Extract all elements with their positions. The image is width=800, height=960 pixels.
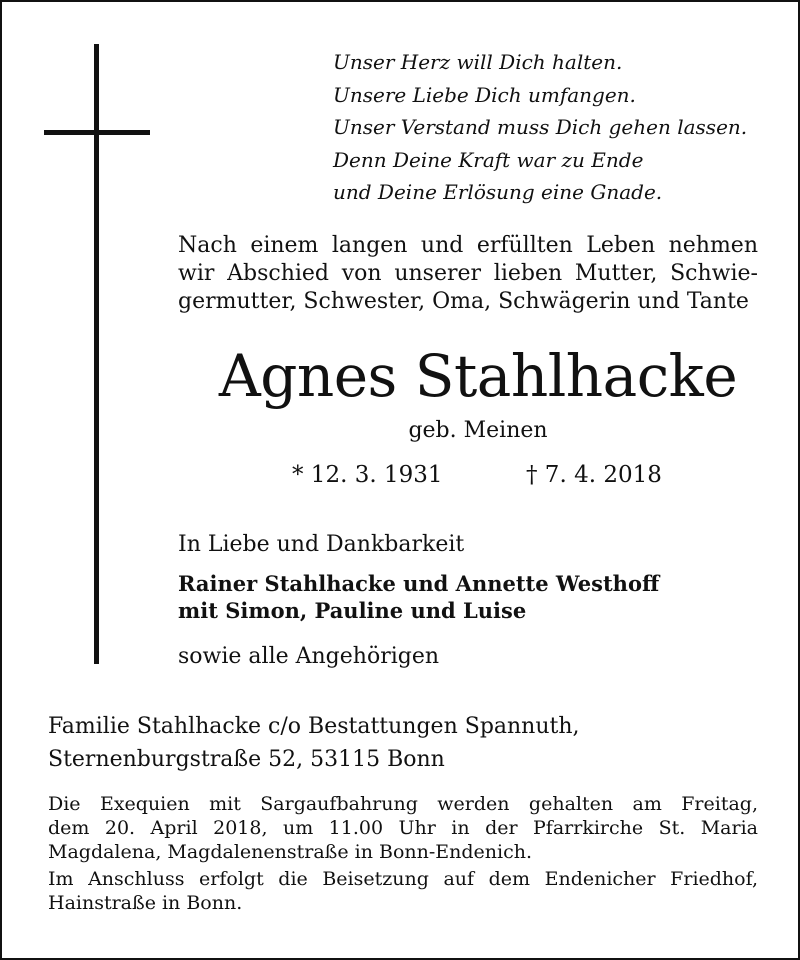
service-line: Magdalena, Magdalenenstraße in Bonn-Endenich. — [48, 841, 533, 863]
burial-paragraph — [48, 867, 758, 915]
service-paragraph — [48, 792, 758, 864]
address-line: Familie Stahlhacke c/o Bestattungen Spannuth, — [48, 714, 580, 739]
address-line: Sternenburgstraße 52, 53115 Bonn — [48, 747, 445, 772]
relatives-line: sowie alle Angehörigen — [178, 644, 440, 669]
service-line: dem 20. April 2018, um 11.00 Uhr in der Pfarrkirche St. Maria — [48, 817, 758, 839]
family-line: mit Simon, Pauline und Luise — [178, 598, 527, 623]
maiden-name: geb. Meinen — [408, 418, 548, 443]
intro-line: wir Abschied von unserer lieben Mutter, Schwie- — [178, 261, 758, 286]
poem-line: Unsere Liebe Dich umfangen. — [333, 82, 636, 107]
poem-line: und Deine Erlösung eine Gnade. — [333, 180, 663, 204]
burial-line: Im Anschluss erfolgt die Beisetzung auf dem Endenicher Friedhof, — [48, 868, 758, 890]
deceased-name: Agnes Stahlhacke — [218, 342, 738, 410]
cross-icon-vertical-bar — [94, 44, 99, 664]
funeral-details — [48, 792, 758, 918]
cross-icon-horizontal-bar — [44, 130, 150, 135]
poem-line: Unser Verstand muss Dich gehen lassen. — [333, 115, 748, 139]
poem-line: Unser Herz will Dich halten. — [333, 50, 623, 74]
farewell-intro — [178, 232, 758, 316]
intro-line: Nach einem langen und erfüllten Leben nehmen — [178, 233, 758, 258]
contact-address — [48, 710, 580, 776]
service-line: Die Exequien mit Sargaufbahrung werden gehalten am Freitag, — [48, 793, 758, 815]
memorial-poem — [333, 46, 747, 209]
death-date: † 7. 4. 2018 — [526, 462, 662, 488]
mourning-family — [178, 570, 659, 624]
poem-line: Denn Deine Kraft war zu Ende — [333, 147, 644, 172]
birth-date: * 12. 3. 1931 — [292, 462, 443, 488]
burial-line: Hainstraße in Bonn. — [48, 892, 243, 914]
intro-line: germutter, Schwester, Oma, Schwägerin und Tante — [178, 289, 749, 314]
gratitude-line: In Liebe und Dankbarkeit — [178, 532, 465, 557]
family-line: Rainer Stahlhacke und Annette Westhoff — [178, 571, 660, 596]
